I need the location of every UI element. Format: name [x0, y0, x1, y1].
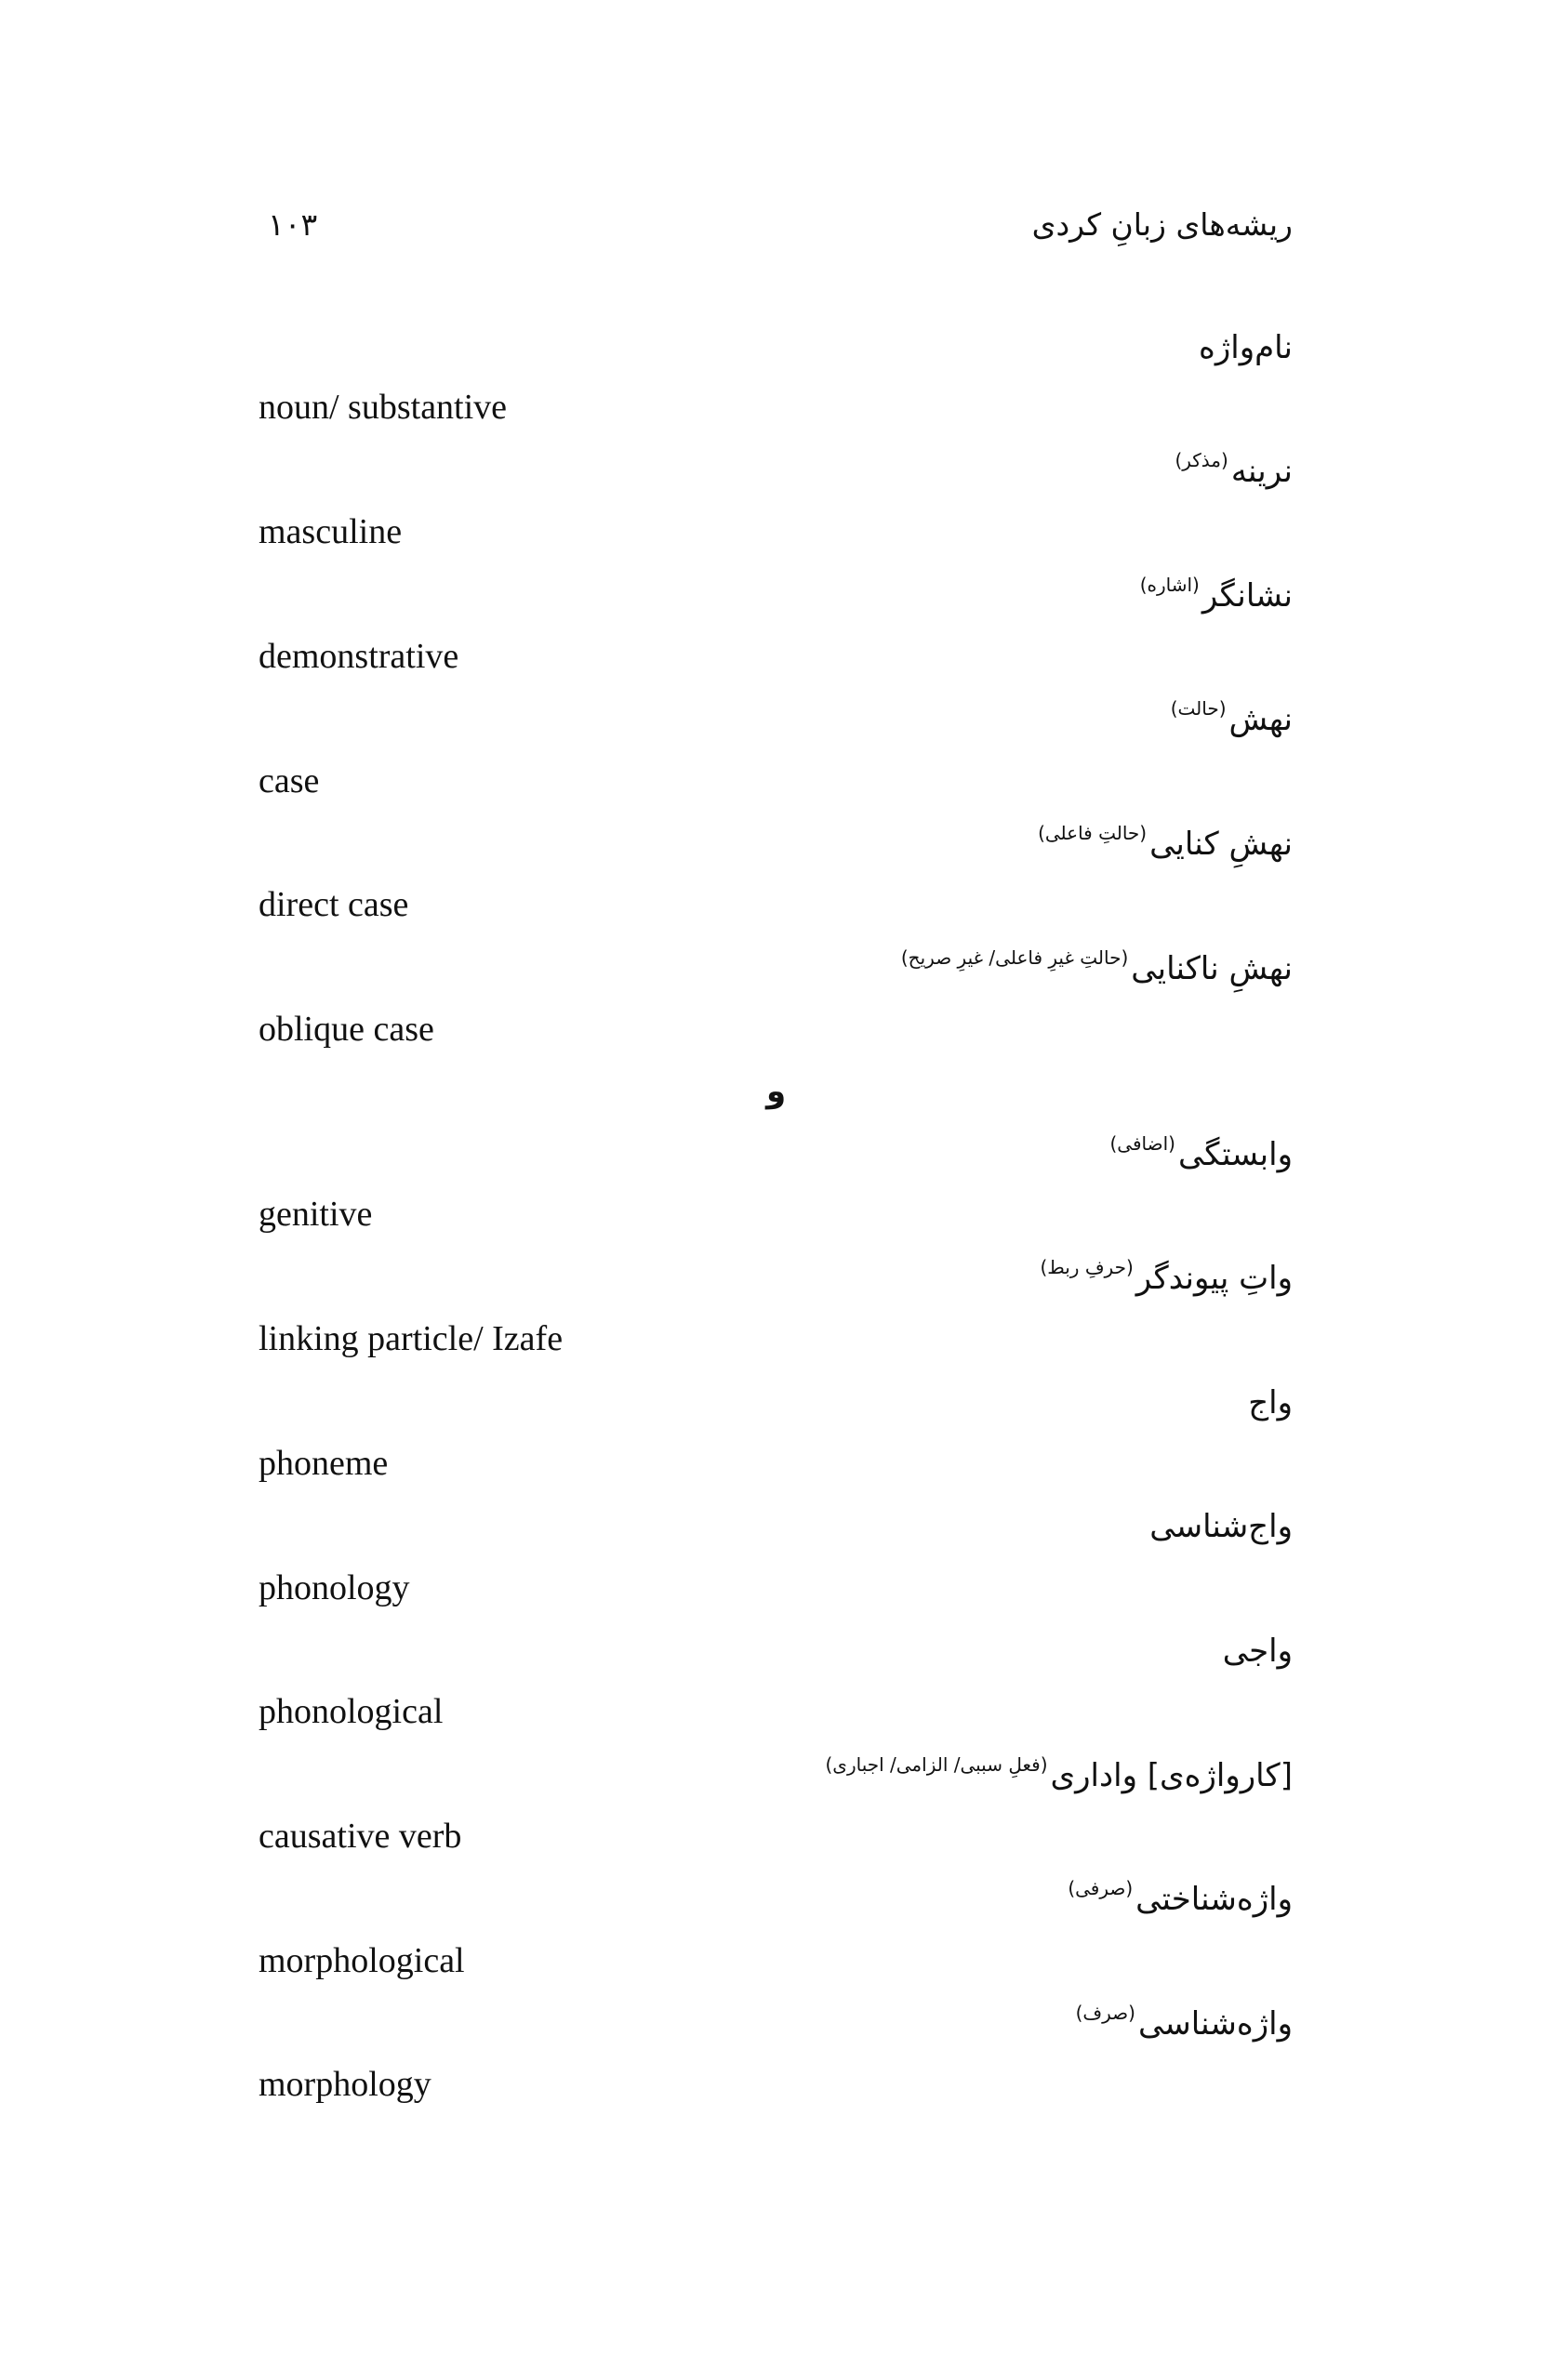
glossary-term-persian: [826, 1753, 1294, 1794]
term-text: واتِ پیوندگر: [1135, 1260, 1293, 1297]
term-text: نهشِ ناکنایی: [1131, 950, 1293, 987]
term-text: نهشِ کنایی: [1149, 826, 1293, 863]
glossary-term-persian: [1220, 1629, 1293, 1670]
glossary-term-english: oblique case: [259, 1010, 434, 1049]
glossary-term-persian: [1068, 1877, 1293, 1918]
term-note: (اضافی): [1109, 1132, 1175, 1155]
glossary-term-persian: [1175, 449, 1293, 490]
glossary-term-english: noun/ substantive: [259, 388, 508, 427]
running-header-title: ریشه‌های زبانِ کردی: [1031, 206, 1293, 243]
term-note: (صرفی): [1068, 1877, 1134, 1899]
glossary-term-english: case: [259, 761, 320, 800]
glossary-term-english: masculine: [259, 512, 403, 551]
glossary-term-english: demonstrative: [259, 637, 459, 676]
term-text: نشانگر: [1201, 577, 1293, 615]
term-text: واجی: [1222, 1633, 1293, 1670]
term-text: وابستگی: [1177, 1136, 1293, 1173]
glossary-term-english: direct case: [259, 885, 409, 924]
glossary-term-persian: [1038, 822, 1293, 863]
glossary-term-english: phoneme: [259, 1444, 389, 1483]
term-text: نام‌واژه: [1199, 329, 1293, 366]
term-text: نرینه: [1230, 453, 1293, 490]
page-number: ۱۰۳: [268, 206, 318, 243]
glossary-term-persian: [901, 946, 1293, 987]
term-text: واج: [1248, 1384, 1293, 1421]
glossary-term-persian: [1109, 1132, 1293, 1173]
term-text: واژه‌شناختی: [1135, 1881, 1293, 1918]
term-note: (مذکر): [1175, 449, 1228, 471]
glossary-term-english: phonological: [259, 1692, 444, 1731]
glossary-term-english: morphological: [259, 1941, 465, 1980]
term-text: واژه‌شناسی: [1137, 2005, 1293, 2043]
section-letter: و: [766, 1073, 787, 1110]
term-note: (حالت): [1170, 697, 1227, 720]
glossary-term-persian: [1171, 697, 1293, 738]
glossary-term-persian: [1076, 2002, 1293, 2043]
term-note: (حرفِ ربط): [1040, 1256, 1134, 1278]
glossary-term-persian: [1040, 1256, 1293, 1297]
term-note: (فعلِ سببی/ الزامی/ اجباری): [825, 1753, 1048, 1776]
glossary-term-persian: [1245, 1381, 1293, 1421]
term-note: (حالتِ غیرِ فاعلی/ غیرِ صریح): [900, 946, 1129, 969]
term-note: (حالتِ فاعلی): [1038, 822, 1148, 844]
term-text: نهش: [1228, 701, 1293, 738]
term-note: (صرف): [1075, 2002, 1135, 2024]
term-text: واج‌شناسی: [1149, 1508, 1293, 1545]
term-text: [کارواژه‌ی] واداری: [1050, 1757, 1293, 1794]
glossary-term-persian: [1147, 1504, 1293, 1545]
glossary-term-english: genitive: [259, 1195, 373, 1234]
glossary-term-english: linking particle/ Izafe: [259, 1319, 564, 1358]
glossary-term-english: phonology: [259, 1568, 410, 1607]
term-note: (اشاره): [1139, 574, 1200, 596]
glossary-term-persian: [1196, 325, 1293, 366]
glossary-term-english: causative verb: [259, 1817, 462, 1856]
glossary-term-persian: [1140, 574, 1293, 615]
glossary-term-english: morphology: [259, 2065, 431, 2104]
